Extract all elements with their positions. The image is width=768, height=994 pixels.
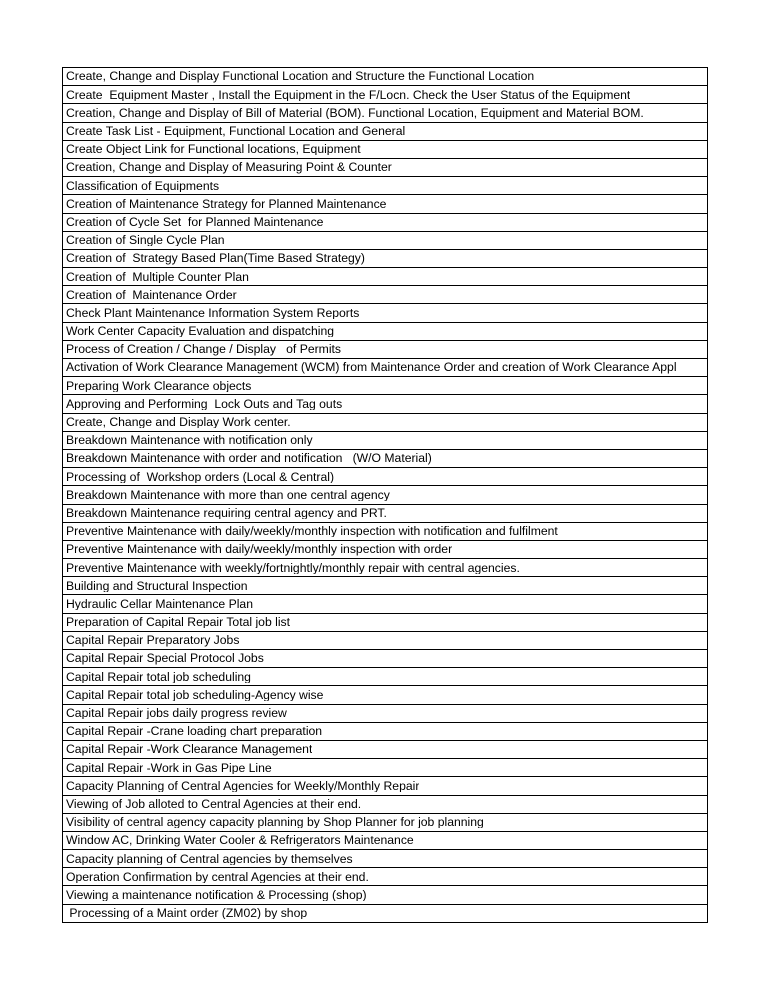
table-row [63, 286, 707, 304]
table-row [63, 905, 707, 923]
table-cell[interactable]: Capital Repair Special Protocol Jobs [66, 652, 264, 665]
table-row [63, 450, 707, 468]
table-cell[interactable]: Creation, Change and Display of Measuring Point & Counter [66, 161, 392, 174]
table-cell[interactable]: Capital Repair -Work in Gas Pipe Line [66, 761, 272, 774]
table-cell[interactable]: Capital Repair Preparatory Jobs [66, 634, 240, 647]
table-row [63, 686, 707, 704]
table-cell[interactable]: Preventive Maintenance with daily/weekly/monthly inspection with order [66, 543, 453, 556]
table-row [63, 759, 707, 777]
table-row [63, 614, 707, 632]
table-row [63, 777, 707, 795]
table-cell[interactable]: Visibility of central agency capacity planning by Shop Planner for job planning [66, 816, 484, 829]
table-cell[interactable]: Creation of Maintenance Strategy for Planned Maintenance [66, 197, 387, 210]
table-row [63, 159, 707, 177]
table-cell[interactable]: Viewing of Job alloted to Central Agencies at their end. [66, 797, 362, 811]
table-row [63, 177, 707, 195]
table-cell[interactable]: Creation of Maintenance Order [66, 288, 237, 301]
table-row [63, 559, 707, 577]
table-cell[interactable]: Preparation of Capital Repair Total job list [66, 616, 291, 629]
table-row [63, 395, 707, 413]
table-row [63, 432, 707, 450]
table-row [63, 104, 707, 122]
table-row [63, 468, 707, 486]
table-row [63, 268, 707, 286]
table-cell[interactable]: Work Center Capacity Evaluation and dispatching [66, 325, 335, 338]
table-row [63, 723, 707, 741]
table-row [63, 541, 707, 559]
table-cell[interactable]: Processing of Workshop orders (Local & Central) [66, 470, 335, 483]
table-cell[interactable]: Creation of Multiple Counter Plan [66, 270, 249, 283]
table-cell[interactable]: Window AC, Drinking Water Cooler & Refrigerators Maintenance [66, 834, 414, 847]
table-row [63, 523, 707, 541]
table-row [63, 741, 707, 759]
table-cell[interactable]: Approving and Performing Lock Outs and Tag outs [66, 397, 343, 411]
table-cell[interactable]: Preventive Maintenance with weekly/fortnightly/monthly repair with central agencies. [66, 561, 520, 574]
table-cell[interactable]: Create Object Link for Functional locations, Equipment [66, 143, 361, 156]
table-cell[interactable]: Operation Confirmation by central Agencies at their end. [66, 870, 369, 883]
table-cell[interactable]: Create, Change and Display Work center. [66, 416, 291, 429]
table-cell[interactable]: Capital Repair jobs daily progress review [66, 707, 287, 720]
table-row [63, 68, 707, 86]
table-cell[interactable]: Capacity Planning of Central Agencies for Weekly/Monthly Repair [66, 779, 420, 792]
table-cell[interactable]: Create, Change and Display Functional Location and Structure the Functional Location [66, 70, 535, 83]
table-row [63, 86, 707, 104]
table-cell[interactable]: Breakdown Maintenance with more than one central agency [66, 488, 390, 501]
table-cell[interactable]: Creation of Strategy Based Plan(Time Based Strategy) [66, 252, 365, 265]
table-cell[interactable]: Check Plant Maintenance Information System Reports [66, 306, 360, 320]
table-row [63, 304, 707, 322]
table-cell[interactable]: Creation of Single Cycle Plan [66, 234, 225, 247]
table-cell[interactable]: Capital Repair -Crane loading chart preparation [66, 725, 323, 738]
table-cell[interactable]: Creation, Change and Display of Bill of Material (BOM). Functional Location, Equipment and Material BOM. [66, 106, 644, 120]
table-row [63, 814, 707, 832]
table-cell[interactable]: Building and Structural Inspection [66, 579, 248, 592]
table-row [63, 232, 707, 250]
table-row [63, 195, 707, 213]
table-row [63, 850, 707, 868]
table-row [63, 632, 707, 650]
table-cell[interactable]: Capacity planning of Central agencies by themselves [66, 852, 353, 865]
table-row [63, 886, 707, 904]
spreadsheet-table [62, 67, 708, 923]
table-cell[interactable]: Process of Creation / Change / Display of Permits [66, 343, 342, 356]
table-cell[interactable]: Create Task List - Equipment, Functional Location and General [66, 125, 406, 138]
table-row [63, 214, 707, 232]
table-row [63, 796, 707, 814]
table-row [63, 668, 707, 686]
table-row [63, 832, 707, 850]
table-cell[interactable]: Capital Repair total job scheduling [66, 670, 251, 683]
table-cell[interactable]: Processing of a Maint order (ZM02) by shop [66, 907, 308, 920]
table-cell[interactable]: Capital Repair -Work Clearance Management [66, 743, 313, 756]
table-cell[interactable]: Creation of Cycle Set for Planned Maintenance [66, 215, 324, 229]
table-row [63, 650, 707, 668]
table-cell[interactable]: Preventive Maintenance with daily/weekly/monthly inspection with notification and fulfilment [66, 525, 558, 538]
table-row [63, 359, 707, 377]
table-row [63, 141, 707, 159]
table-row [63, 341, 707, 359]
table-row [63, 323, 707, 341]
table-cell[interactable]: Capital Repair total job scheduling-Agency wise [66, 688, 324, 702]
table-cell[interactable]: Classification of Equipments [66, 179, 220, 192]
table-row [63, 577, 707, 595]
table-row [63, 250, 707, 268]
table-cell[interactable]: Preparing Work Clearance objects [66, 379, 252, 392]
table-row [63, 486, 707, 504]
table-row [63, 377, 707, 395]
table-row [63, 123, 707, 141]
table-row [63, 505, 707, 523]
table-row [63, 705, 707, 723]
table-cell[interactable]: Breakdown Maintenance requiring central agency and PRT. [66, 506, 387, 520]
table-row [63, 414, 707, 432]
table-cell[interactable]: Activation of Work Clearance Management (WCM) from Maintenance Order and creation of Work Clearance Appl [66, 361, 677, 374]
table-row [63, 595, 707, 613]
table-row [63, 868, 707, 886]
table-cell[interactable]: Hydraulic Cellar Maintenance Plan [66, 597, 253, 611]
table-cell[interactable]: Viewing a maintenance notification & Processing (shop) [66, 888, 367, 902]
table-cell[interactable]: Create Equipment Master , Install the Equipment in the F/Locn. Check the User Status of the Equipment [66, 88, 631, 101]
table-cell[interactable]: Breakdown Maintenance with notification only [66, 434, 313, 447]
table-cell[interactable]: Breakdown Maintenance with order and notification (W/O Material) [66, 452, 432, 465]
